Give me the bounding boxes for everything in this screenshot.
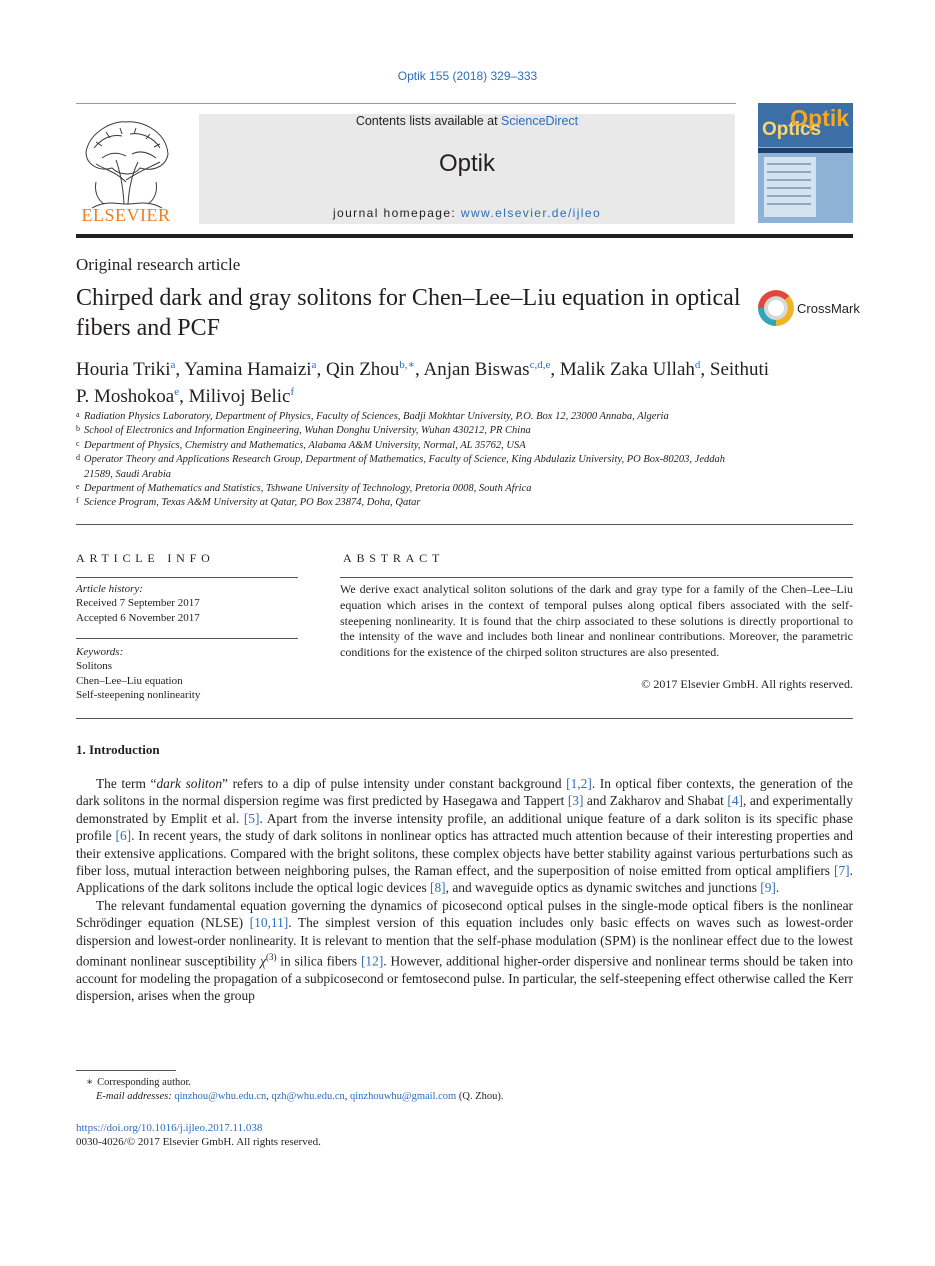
crossmark-label[interactable]: CrossMark: [797, 301, 860, 316]
affiliation-item: [76, 410, 756, 424]
affiliation-mark: f: [76, 496, 79, 506]
cover-dark-bar: [758, 148, 853, 153]
article-info-heading: ARTICLE INFO: [76, 551, 215, 565]
affiliation-text: Department of Mathematics and Statistics, Tshwane University of Technology, Pretoria 0008, South Africa: [84, 483, 532, 495]
publisher-wordmark: ELSEVIER: [81, 205, 171, 225]
author-name: Seithuti P. Moshokoa: [76, 359, 770, 407]
email-label: E-mail addresses:: [96, 1091, 175, 1102]
affiliation-text: Operator Theory and Applications Research Group, Department of Mathematics, Faculty of Science, King Abdulaziz University, PO Box-80203, Jeddah 21589, Saudi Arabia: [84, 454, 725, 480]
citation-link[interactable]: [7]: [834, 863, 850, 879]
article-type: Original research article: [76, 255, 241, 274]
keyword-item: Solitons: [76, 660, 113, 673]
keyword-item: Self-steepening nonlinearity: [76, 688, 201, 701]
body-text: [76, 775, 853, 1005]
author-affiliation-mark[interactable]: a: [170, 359, 176, 371]
email-note: E-mail addresses: qinzhou@whu.edu.cn, qzh@whu.edu.cn, qinzhouwhu@gmail.com (Q. Zhou).: [96, 1091, 504, 1102]
text-run: . Applications of the dark solitons include the optical logic devices: [76, 863, 853, 896]
text-run: The term “: [96, 776, 157, 791]
journal-homepage-link[interactable]: www.elsevier.de/ijleo: [460, 206, 602, 220]
footnotes: [76, 1076, 776, 1104]
text-run: . In recent years, the study of dark solitons in nonlinear optics has attracted much attention because of their interesting properties and their extensive applications. Compared with the bright solitons, these complex objects have better stability against various perturbations such as fiber loss, mutual interaction between neighboring pulses, the Raman effect, and the superposition of noise emitted from optical amplifiers: [76, 828, 853, 879]
cover-title-optics: Optics: [762, 119, 822, 140]
journal-cover-thumbnail[interactable]: [758, 103, 853, 223]
citation-link[interactable]: [5]: [243, 810, 260, 826]
affiliation-text: School of Electronics and Information Engineering, Wuhan Donghu University, Wuhan 430212, PR China: [84, 425, 531, 437]
text-run: . The simplest version of this equation includes only basic effects on waves such as lowest-order dispersion and lowest-order nonlinearity. It is relevant to mention that the self-phase modulation (SPM) is the nonlinear effect due to the lowest dominant nonlinear susceptibility: [76, 915, 853, 969]
email-suffix: (Q. Zhou).: [456, 1091, 504, 1102]
info-rule: [76, 577, 298, 578]
affiliation-mark: a: [76, 410, 80, 419]
affiliation-mark: c: [76, 438, 80, 448]
author-name: Milivoj Belic: [188, 386, 291, 407]
info-rule: [76, 638, 298, 639]
doi-block: [76, 1121, 321, 1149]
footnote-star: ∗: [86, 1077, 94, 1088]
abstract-text: We derive exact analytical soliton solutions of the dark and gray type for a family of the Chen–Lee–Liu equation which arises in the context of temporal pulses along optical fibers associated with the self-steepening nonlinearity. It is found that the chirp associated to these solutions is directly proportional to the intensity of the wave and includes both linear and nonlinear contributions. Moreover, the parametric conditions for the existence of the chirped soliton structures are also presented.: [340, 582, 853, 660]
issn-line: 0030-4026/© 2017 Elsevier GmbH. All rights reserved.: [76, 1136, 321, 1148]
text-run: , and experimentally demonstrated by Emplit et al.: [76, 793, 853, 826]
cover-text-line: [767, 195, 811, 197]
email-link[interactable]: qinzhou@whu.edu.cn: [174, 1091, 267, 1102]
contents-prefix: Contents lists available at: [355, 114, 502, 128]
homepage-prefix: journal homepage:: [332, 206, 461, 220]
keyword-list: [76, 645, 200, 702]
author-name: Yamina Hamaizi: [184, 359, 312, 380]
affiliation-item: [76, 496, 756, 510]
cover-title-optik: Optik: [790, 105, 849, 131]
author-affiliation-mark[interactable]: f: [290, 386, 295, 398]
affiliation-mark: e: [76, 482, 80, 492]
journal-reference-link[interactable]: Optik 155 (2018) 329–333: [397, 69, 538, 83]
doi-link[interactable]: https://doi.org/10.1016/j.ijleo.2017.11.038: [76, 1122, 263, 1134]
text-run: . However, additional higher-order dispersive and nonlinear terms should be taken into account for modeling the propagation of a subpicosecond or femtosecond pulse. In particular, the self-steepening effect otherwise called the Kerr dispersion, arises when the group: [76, 953, 853, 1004]
email-link[interactable]: qzh@whu.edu.cn: [271, 1091, 345, 1102]
text-run: . In optical fiber contexts, the generation of the dark solitons in the normal dispersion regime was first predicted by Hasegawa and Tappert: [76, 776, 853, 809]
journal-homepage-line: [199, 206, 735, 220]
affiliation-text: Radiation Physics Laboratory, Department of Physics, Faculty of Sciences, Badji Mokhtar University, P.O. Box 12, 23000 Annaba, Algeria: [84, 411, 669, 422]
text-run: , and waveguide optics as dynamic switches and junctions: [445, 880, 761, 896]
author-separator: ,: [179, 386, 189, 407]
cover-text-line: [767, 187, 811, 189]
section-rule: [76, 718, 853, 719]
text-run: ” refers to a dip of pulse intensity under constant background: [222, 776, 567, 791]
citation-link[interactable]: [9]: [760, 880, 776, 896]
affiliation-item: [76, 424, 756, 438]
emphasis-term: dark soliton: [156, 776, 223, 791]
cover-text-line: [767, 203, 811, 205]
chi-symbol: χ: [260, 953, 266, 969]
journal-name: Optik: [438, 150, 495, 177]
author-affiliation-mark[interactable]: b,∗: [399, 359, 416, 371]
affiliation-text: Department of Physics, Chemistry and Mathematics, Alabama A&M University, Normal, AL 35762, USA: [84, 439, 526, 451]
history-label: Article history:: [76, 583, 143, 595]
article-title: Chirped dark and gray solitons for Chen–Lee–Liu equation in optical fibers and PCF: [76, 285, 741, 341]
citation-link[interactable]: [12]: [360, 953, 384, 969]
header-thick-rule: [76, 234, 853, 238]
affiliation-mark: b: [76, 424, 80, 434]
citation-link[interactable]: [6]: [115, 828, 132, 844]
citation-link[interactable]: [3]: [567, 793, 584, 809]
author-name: Anjan Biswas: [423, 359, 530, 380]
abstract-copyright: © 2017 Elsevier GmbH. All rights reserved.: [641, 677, 853, 691]
email-link[interactable]: qinzhouwhu@gmail.com: [350, 1091, 457, 1102]
author-separator: ,: [550, 359, 560, 380]
chi-superscript: (3): [265, 952, 277, 963]
corresponding-author-note: [76, 1076, 776, 1090]
section-rule: [76, 524, 853, 525]
citation-link[interactable]: [10,11]: [249, 915, 289, 931]
text-run: . Apart from the inverse intensity profile, an additional unique feature of a dark soliton is its specific phase profile: [76, 810, 853, 844]
author-separator: ,: [415, 359, 424, 380]
accepted-date: Accepted 6 November 2017: [76, 611, 200, 624]
contents-available-line: [199, 114, 735, 128]
cover-text-line: [767, 179, 811, 181]
affiliation-mark: d: [76, 453, 80, 463]
text-run: The relevant fundamental equation governing the dynamics of picosecond optical pulses in the single-mode optical fibers is the nonlinear Schrödinger equation (NLSE): [76, 897, 853, 931]
paragraph: [76, 775, 853, 897]
affiliation-item: [76, 482, 756, 496]
affiliation-item: [76, 453, 756, 482]
header-top-rule: [76, 103, 736, 104]
author-separator: ,: [316, 359, 326, 380]
article-history: [76, 582, 200, 625]
affiliation-text: Science Program, Texas A&M University at Qatar, PO Box 23874, Doha, Qatar: [84, 497, 421, 509]
introduction-heading: 1. Introduction: [76, 742, 160, 757]
citation-link[interactable]: [8]: [430, 880, 446, 896]
abstract-rule: [340, 577, 853, 578]
footnote-rule: [76, 1070, 176, 1071]
abstract-heading: ABSTRACT: [343, 551, 445, 565]
author-affiliation-mark[interactable]: a: [311, 359, 317, 371]
author-separator: ,: [700, 359, 710, 380]
author-affiliation-mark[interactable]: e: [174, 386, 180, 398]
author-separator: ,: [175, 359, 185, 380]
author-name: Houria Triki: [76, 359, 171, 380]
text-run: in silica fibers: [276, 953, 361, 969]
cover-text-line: [767, 171, 811, 173]
received-date: Received 7 September 2017: [76, 597, 200, 610]
paragraph: [76, 897, 853, 1005]
author-affiliation-mark[interactable]: c,d,e: [529, 359, 551, 371]
sciencedirect-link[interactable]: ScienceDirect: [501, 114, 579, 128]
author-affiliation-mark[interactable]: d: [694, 359, 701, 371]
author-list: [76, 354, 776, 408]
citation-link[interactable]: [1,2]: [566, 776, 592, 791]
affiliation-item: [76, 439, 756, 453]
author-name: Qin Zhou: [325, 359, 400, 380]
text-run: and Zakharov and Shabat: [583, 793, 728, 809]
author-name: Malik Zaka Ullah: [559, 359, 695, 380]
citation-link[interactable]: [4]: [727, 793, 743, 809]
keywords-label: Keywords:: [76, 646, 124, 658]
text-run: .: [775, 880, 780, 896]
affiliation-list: [76, 410, 756, 511]
keyword-item: Chen–Lee–Liu equation: [76, 674, 183, 687]
corresponding-text: Corresponding author.: [97, 1077, 192, 1088]
cover-text-line: [767, 163, 811, 165]
